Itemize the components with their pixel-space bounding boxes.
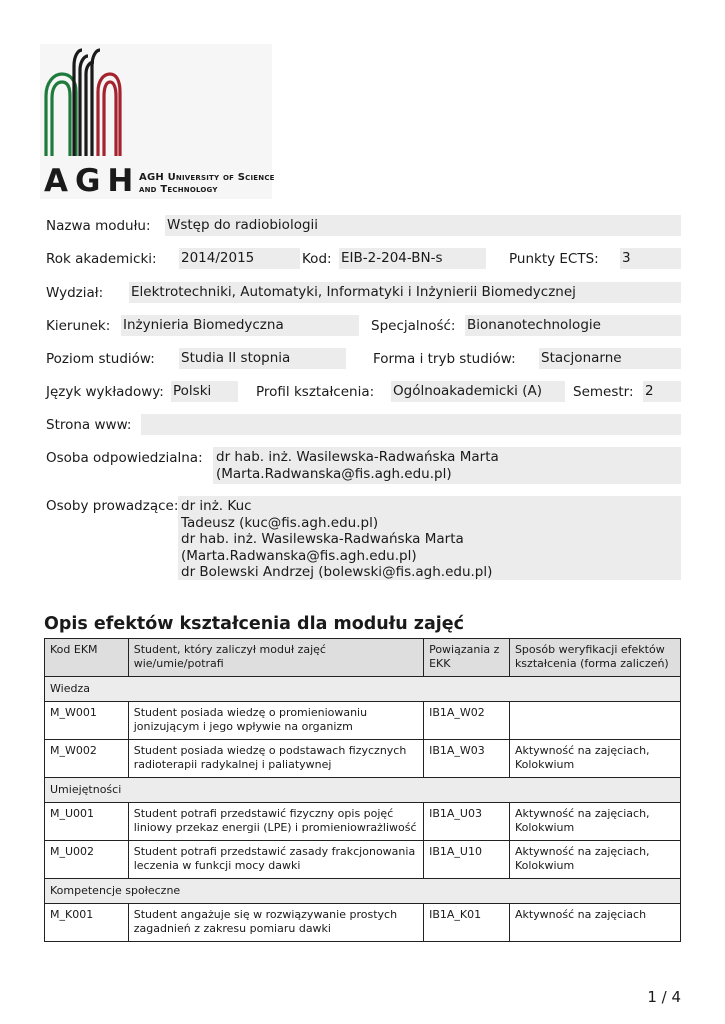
module-name-field: Wstęp do radiobiologii (165, 215, 681, 236)
cell-links: IB1A_U03 (424, 803, 510, 841)
responsible-person-label: Osoba odpowiedzialna: (46, 450, 203, 466)
table-group-row (45, 677, 681, 702)
lecturers-field (178, 496, 681, 580)
table-row (45, 803, 681, 841)
responsible-person-line: dr hab. inż. Wasilewska-Radwańska Marta (216, 449, 499, 465)
cell-verification: Aktywność na zajęciach, Kolokwium (509, 841, 680, 879)
study-level-label: Poziom studiów: (46, 351, 155, 367)
profile-label: Profil kształcenia: (256, 384, 375, 400)
specialty-field: Bionanotechnologie (465, 315, 681, 336)
cell-verification: Aktywność na zajęciach (509, 904, 680, 942)
faculty-label: Wydział: (46, 285, 104, 301)
header-links: Powiązania z EKK (424, 639, 510, 677)
table-group-row (45, 778, 681, 803)
cell-description: Student angażuje się w rozwiązywanie prostych zagadnień z zakresu pomiaru dawki (128, 904, 423, 942)
logo-acronym: AGH (44, 163, 141, 199)
page-number: 1 / 4 (647, 988, 681, 1006)
cell-links: IB1A_W02 (424, 702, 510, 740)
table-group-row (45, 879, 681, 904)
faculty-field: Elektrotechniki, Automatyki, Informatyki i Inżynierii Biomedycznej (129, 282, 681, 303)
lecturer-line: dr inż. Kuc (181, 498, 252, 514)
academic-year-field: 2014/2015 (179, 248, 300, 269)
code-label: Kod: (302, 251, 332, 267)
table-row (45, 904, 681, 942)
cell-links: IB1A_U10 (424, 841, 510, 879)
lecturers-label: Osoby prowadzące: (46, 498, 179, 514)
header-description: Student, który zaliczył moduł zajęć wie/umie/potrafi (128, 639, 423, 677)
study-form-field: Stacjonarne (539, 348, 681, 369)
semester-field: 2 (643, 381, 681, 402)
cell-description: Student posiada wiedzę o podstawach fizycznych radioterapii radykalnej i paliatywnej (128, 740, 423, 778)
cell-verification: Aktywność na zajęciach, Kolokwium (509, 740, 680, 778)
cell-description: Student posiada wiedzę o promieniowaniu jonizującym i jego wpływie na organizm (128, 702, 423, 740)
responsible-person-line: (Marta.Radwanska@fis.agh.edu.pl) (216, 465, 452, 482)
table-row (45, 841, 681, 879)
cell-verification (509, 702, 680, 740)
language-label: Język wykładowy: (46, 384, 164, 400)
study-level-field: Studia II stopnia (179, 348, 346, 369)
lecturer-line: dr hab. inż. Wasilewska-Radwańska Marta (181, 531, 464, 547)
specialty-label: Specjalność: (371, 318, 456, 334)
table-row (45, 740, 681, 778)
responsible-person-field (213, 447, 681, 484)
group-name: Kompetencje społeczne (45, 879, 681, 904)
learning-outcomes-table (44, 638, 681, 942)
academic-year-label: Rok akademicki: (46, 251, 157, 267)
code-field: EIB-2-204-BN-s (339, 248, 486, 269)
header-code: Kod EKM (45, 639, 129, 677)
table-header-row (45, 639, 681, 677)
cell-code: M_W001 (45, 702, 129, 740)
logo-subtitle (139, 172, 275, 196)
cell-description: Student potrafi przedstawić fizyczny opis pojęć liniowy przekaz energii (LPE) i promieniowrażliwość (128, 803, 423, 841)
cell-links: IB1A_W03 (424, 740, 510, 778)
lecturer-line: dr Bolewski Andrzej (bolewski@fis.agh.edu.pl) (181, 564, 493, 580)
language-field: Polski (171, 381, 238, 402)
study-form-label: Forma i tryb studiów: (373, 351, 516, 367)
lecturer-line: Tadeusz (kuc@fis.agh.edu.pl) (181, 514, 379, 531)
website-label: Strona www: (46, 417, 132, 433)
header-verification: Sposób weryfikacji efektów kształcenia (forma zaliczeń) (509, 639, 680, 677)
ects-field: 3 (620, 248, 681, 269)
cell-code: M_W002 (45, 740, 129, 778)
module-name-label: Nazwa modułu: (46, 218, 151, 234)
semester-label: Semestr: (573, 384, 634, 400)
cell-code: M_U002 (45, 841, 129, 879)
table-row (45, 702, 681, 740)
cell-description: Student potrafi przedstawić zasady frakcjonowania leczenia w funkcji mocy dawki (128, 841, 423, 879)
agh-logo-mark (40, 44, 140, 162)
lecturer-line: (Marta.Radwanska@fis.agh.edu.pl) (181, 547, 417, 564)
cell-code: M_U001 (45, 803, 129, 841)
cell-verification: Aktywność na zajęciach, Kolokwium (509, 803, 680, 841)
field-of-study-field: Inżynieria Biomedyczna (121, 315, 359, 336)
section-title: Opis efektów kształcenia dla modułu zajęć (44, 614, 465, 634)
group-name: Umiejętności (45, 778, 681, 803)
profile-field: Ogólnoakademicki (A) (391, 381, 565, 402)
ects-label: Punkty ECTS: (509, 251, 599, 267)
cell-links: IB1A_K01 (424, 904, 510, 942)
website-field (141, 414, 681, 435)
logo-subtitle-line2: and Technology (139, 184, 218, 195)
group-name: Wiedza (45, 677, 681, 702)
cell-code: M_K001 (45, 904, 129, 942)
logo-subtitle-line1: AGH University of Science (139, 172, 275, 183)
field-of-study-label: Kierunek: (46, 318, 111, 334)
